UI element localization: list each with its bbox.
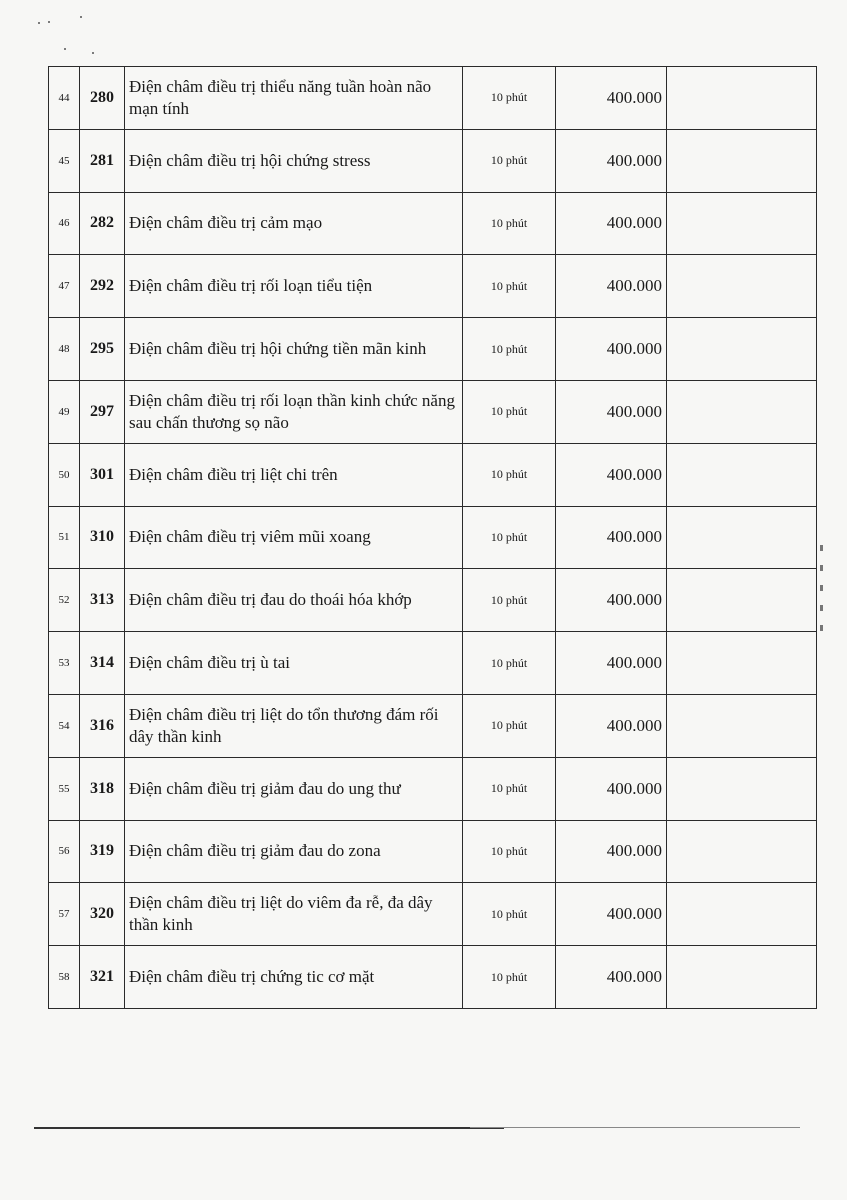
table-row xyxy=(49,192,817,255)
scan-speck xyxy=(80,16,82,18)
service-code: 318 xyxy=(80,757,125,820)
price: 400.000 xyxy=(556,632,667,695)
service-name: Điện châm điều trị hội chứng stress xyxy=(125,129,463,192)
note-cell xyxy=(667,632,817,695)
note-cell xyxy=(667,255,817,318)
scan-speck xyxy=(48,21,50,23)
price: 400.000 xyxy=(556,129,667,192)
service-price-table xyxy=(48,66,817,1009)
row-number: 46 xyxy=(49,192,80,255)
scan-speck xyxy=(92,52,94,54)
duration: 10 phút xyxy=(463,67,556,130)
service-name: Điện châm điều trị rối loạn tiểu tiện xyxy=(125,255,463,318)
table-row xyxy=(49,820,817,883)
row-number: 47 xyxy=(49,255,80,318)
duration: 10 phút xyxy=(463,380,556,443)
price: 400.000 xyxy=(556,569,667,632)
service-code: 321 xyxy=(80,946,125,1009)
service-code: 313 xyxy=(80,569,125,632)
table-row xyxy=(49,883,817,946)
service-code: 320 xyxy=(80,883,125,946)
table-row xyxy=(49,443,817,506)
note-cell xyxy=(667,443,817,506)
price: 400.000 xyxy=(556,946,667,1009)
duration: 10 phút xyxy=(463,129,556,192)
table-row xyxy=(49,380,817,443)
service-code: 297 xyxy=(80,380,125,443)
duration: 10 phút xyxy=(463,255,556,318)
note-cell xyxy=(667,506,817,569)
row-number: 56 xyxy=(49,820,80,883)
duration: 10 phút xyxy=(463,569,556,632)
row-number: 52 xyxy=(49,569,80,632)
row-number: 53 xyxy=(49,632,80,695)
row-number: 45 xyxy=(49,129,80,192)
duration: 10 phút xyxy=(463,443,556,506)
service-name: Điện châm điều trị đau do thoái hóa khớp xyxy=(125,569,463,632)
row-number: 50 xyxy=(49,443,80,506)
row-number: 54 xyxy=(49,694,80,757)
price: 400.000 xyxy=(556,443,667,506)
note-cell xyxy=(667,820,817,883)
price: 400.000 xyxy=(556,255,667,318)
service-code: 281 xyxy=(80,129,125,192)
price: 400.000 xyxy=(556,67,667,130)
note-cell xyxy=(667,883,817,946)
service-name: Điện châm điều trị liệt chi trên xyxy=(125,443,463,506)
table-body xyxy=(49,67,817,1009)
table-row xyxy=(49,694,817,757)
duration: 10 phút xyxy=(463,820,556,883)
service-name: Điện châm điều trị giảm đau do ung thư xyxy=(125,757,463,820)
margin-scan-marks xyxy=(820,545,826,675)
bottom-scan-edge xyxy=(34,1127,504,1129)
service-code: 292 xyxy=(80,255,125,318)
service-name: Điện châm điều trị viêm mũi xoang xyxy=(125,506,463,569)
row-number: 49 xyxy=(49,380,80,443)
duration: 10 phút xyxy=(463,318,556,381)
row-number: 55 xyxy=(49,757,80,820)
table-row xyxy=(49,255,817,318)
scan-speck xyxy=(38,22,40,24)
service-name: Điện châm điều trị liệt do tổn thương đám rối dây thần kinh xyxy=(125,694,463,757)
service-name: Điện châm điều trị liệt do viêm đa rễ, đa dây thần kinh xyxy=(125,883,463,946)
duration: 10 phút xyxy=(463,757,556,820)
table-row xyxy=(49,506,817,569)
price: 400.000 xyxy=(556,694,667,757)
table-row xyxy=(49,632,817,695)
price: 400.000 xyxy=(556,380,667,443)
duration: 10 phút xyxy=(463,506,556,569)
service-name: Điện châm điều trị chứng tic cơ mặt xyxy=(125,946,463,1009)
service-name: Điện châm điều trị cảm mạo xyxy=(125,192,463,255)
service-name: Điện châm điều trị thiểu năng tuần hoàn não mạn tính xyxy=(125,67,463,130)
note-cell xyxy=(667,569,817,632)
duration: 10 phút xyxy=(463,192,556,255)
service-code: 282 xyxy=(80,192,125,255)
note-cell xyxy=(667,192,817,255)
row-number: 44 xyxy=(49,67,80,130)
price: 400.000 xyxy=(556,757,667,820)
service-code: 316 xyxy=(80,694,125,757)
service-code: 319 xyxy=(80,820,125,883)
table-row xyxy=(49,757,817,820)
price: 400.000 xyxy=(556,192,667,255)
note-cell xyxy=(667,757,817,820)
price: 400.000 xyxy=(556,820,667,883)
table-row xyxy=(49,946,817,1009)
duration: 10 phút xyxy=(463,883,556,946)
duration: 10 phút xyxy=(463,694,556,757)
service-code: 295 xyxy=(80,318,125,381)
price: 400.000 xyxy=(556,883,667,946)
service-name: Điện châm điều trị rối loạn thần kinh chức năng sau chấn thương sọ não xyxy=(125,380,463,443)
bottom-scan-edge-faint xyxy=(470,1127,800,1128)
service-code: 301 xyxy=(80,443,125,506)
price: 400.000 xyxy=(556,318,667,381)
scan-speck xyxy=(64,48,66,50)
row-number: 57 xyxy=(49,883,80,946)
duration: 10 phút xyxy=(463,946,556,1009)
note-cell xyxy=(667,318,817,381)
row-number: 51 xyxy=(49,506,80,569)
table-row xyxy=(49,569,817,632)
note-cell xyxy=(667,129,817,192)
table-row xyxy=(49,67,817,130)
service-name: Điện châm điều trị giảm đau do zona xyxy=(125,820,463,883)
service-name: Điện châm điều trị ù tai xyxy=(125,632,463,695)
note-cell xyxy=(667,694,817,757)
service-code: 314 xyxy=(80,632,125,695)
duration: 10 phút xyxy=(463,632,556,695)
table-row xyxy=(49,318,817,381)
note-cell xyxy=(667,946,817,1009)
price: 400.000 xyxy=(556,506,667,569)
service-code: 280 xyxy=(80,67,125,130)
note-cell xyxy=(667,380,817,443)
service-code: 310 xyxy=(80,506,125,569)
service-name: Điện châm điều trị hội chứng tiền mãn kinh xyxy=(125,318,463,381)
note-cell xyxy=(667,67,817,130)
row-number: 58 xyxy=(49,946,80,1009)
table-row xyxy=(49,129,817,192)
row-number: 48 xyxy=(49,318,80,381)
